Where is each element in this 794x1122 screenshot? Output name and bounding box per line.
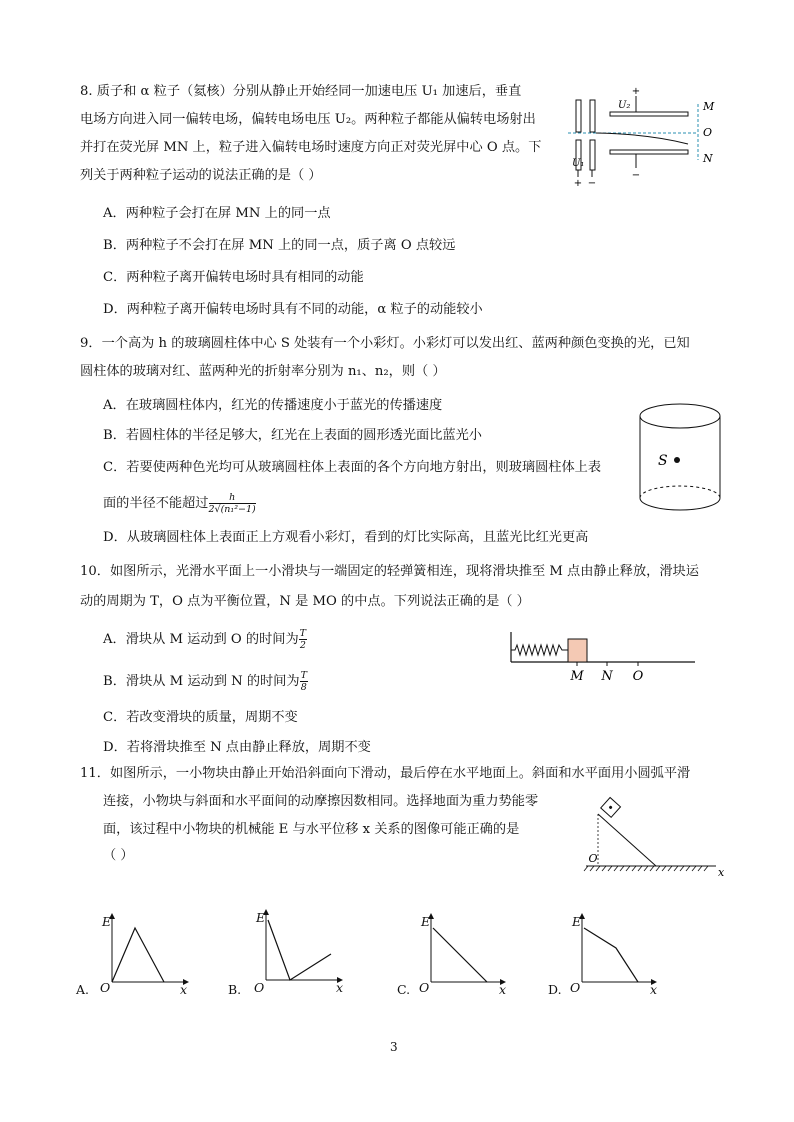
q11-graph-c: [395, 910, 520, 1002]
page-number: 3: [390, 1040, 398, 1054]
q10-option-c: C．若改变滑块的质量，周期不变: [103, 710, 298, 725]
q10-line2: 动的周期为 T，O 点为平衡位置，N 是 MO 的中点。下列说法正确的是（ ）: [80, 594, 530, 609]
q11-graph-a-o-label: O: [100, 980, 111, 995]
q10-b-denominator: 8: [300, 682, 307, 693]
q11-graph-a-x-label: x: [180, 982, 188, 997]
q10-b-fraction: [300, 670, 308, 693]
q11-graph-d: [546, 910, 671, 1002]
q9-option-c-text: 面的半径不能超过: [103, 496, 209, 511]
q10-a-denominator: 2: [299, 640, 306, 651]
q8-u1-plus: +: [573, 178, 583, 189]
q10-option-a-text: A．滑块从 M 运动到 O 的时间为: [103, 632, 299, 647]
q10-a-numerator: T: [299, 628, 307, 639]
q8-line3: 并打在荧光屏 MN 上，粒子进入偏转电场时速度方向正对荧光屏中心 O 点。下: [80, 140, 542, 155]
q11-graph-b-option: B.: [228, 982, 242, 997]
q11-fig-label-o: O: [588, 852, 598, 865]
q9-option-b: B．若圆柱体的半径足够大，红光在上表面的圆形透光面比蓝光小: [103, 428, 482, 443]
q10-b-numerator: T: [300, 670, 307, 681]
q11-graph-c-option: C.: [397, 982, 411, 997]
q11-graph-c-x-label: x: [499, 982, 507, 997]
q8-option-a: A．两种粒子会打在屏 MN 上的同一点: [103, 206, 331, 221]
q11-graph-a: [74, 910, 204, 1002]
q9-cylinder-figure: [630, 398, 730, 523]
q11-line2: 连接，小物块与斜面和水平面间的动摩擦因数相同。选择地面为重力势能零: [103, 794, 539, 809]
q8-label-o: O: [703, 126, 713, 139]
q10-label-o: O: [632, 669, 644, 684]
q8-u1-label: U₁: [572, 158, 585, 169]
q11-graph-b-e-label: E: [256, 910, 266, 925]
q11-line1: 11．如图所示，一小物块由静止开始沿斜面向下滑动，最后停在水平地面上。斜面和水平面用小圆弧平滑: [80, 766, 691, 781]
q11-graph-d-option: D.: [548, 982, 562, 997]
q8-label-m: M: [703, 100, 715, 113]
q10-label-m: M: [570, 669, 584, 684]
q11-graph-d-e-label: E: [572, 914, 582, 929]
q9-option-c-line2: [103, 492, 256, 515]
q10-option-a: [103, 628, 307, 651]
q10-option-b-text: B．滑块从 M 运动到 N 的时间为: [103, 674, 300, 689]
q11-graph-c-e-label: E: [421, 914, 431, 929]
q10-spring-figure: [505, 628, 705, 688]
q9-radius-fraction: [209, 492, 256, 515]
q11-fig-label-x: x: [718, 866, 725, 879]
q11-graph-d-o-label: O: [570, 980, 581, 995]
q11-graph-a-e-label: E: [102, 914, 112, 929]
q10-label-n: N: [601, 669, 613, 684]
q10-a-fraction: [299, 628, 307, 651]
q8-u2-minus: −: [631, 170, 641, 181]
q8-deflection-figure: [560, 82, 730, 192]
q8-line1: 8. 质子和 α 粒子（氦核）分别从静止开始经同一加速电压 U₁ 加速后，垂直: [80, 84, 522, 99]
q9-line1: 9．一个高为 h 的玻璃圆柱体中心 S 处装有一个小彩灯。小彩灯可以发出红、蓝两种颜色变换的光，已知: [80, 336, 690, 351]
q9-label-s: S: [658, 453, 668, 469]
q9-line2: 圆柱体的玻璃对红、蓝两种光的折射率分别为 n₁、n₂，则（ ）: [80, 364, 446, 379]
q11-line3: 面，该过程中小物块的机械能 E 与水平位移 x 关系的图像可能正确的是: [103, 822, 520, 837]
q8-option-b: B．两种粒子不会打在屏 MN 上的同一点，质子离 O 点较远: [103, 238, 456, 253]
q11-line4: （ ）: [103, 848, 134, 863]
q8-option-c: C．两种粒子离开偏转电场时具有相同的动能: [103, 270, 364, 285]
q8-option-d: D．两种粒子离开偏转电场时具有不同的动能，α 粒子的动能较小: [103, 302, 483, 317]
q9-option-a: A．在玻璃圆柱体内，红光的传播速度小于蓝光的传播速度: [103, 398, 443, 413]
q11-graph-b: [226, 906, 356, 1002]
q9-option-d: D．从玻璃圆柱体上表面正上方观看小彩灯，看到的灯比实际高，且蓝光比红光更高: [103, 530, 589, 545]
q11-graph-d-x-label: x: [650, 982, 658, 997]
q10-line1: 10．如图所示，光滑水平面上一小滑块与一端固定的轻弹簧相连，现将滑块推至 M 点由静止释放，滑块运: [80, 564, 699, 579]
q8-line2: 电场方向进入同一偏转电场，偏转电场电压 U₂。两种粒子都能从偏转电场射出: [80, 112, 536, 127]
q11-incline-figure: [578, 796, 728, 880]
q8-u1-minus: −: [587, 178, 597, 189]
q11-graph-b-x-label: x: [336, 980, 344, 995]
q11-graph-a-option: A.: [76, 982, 90, 997]
q10-option-b: [103, 670, 308, 693]
q9-frac-numerator: h: [209, 492, 256, 504]
q9-frac-denominator: 2√(n₁²−1): [208, 504, 256, 515]
q8-line4: 列关于两种粒子运动的说法正确的是（ ）: [80, 168, 322, 183]
q11-graph-b-o-label: O: [254, 980, 265, 995]
q9-option-c-line1: C．若要使两种色光均可从玻璃圆柱体上表面的各个方向地方射出，则玻璃圆柱体上表: [103, 460, 602, 475]
q8-u2-plus: +: [631, 86, 641, 97]
q10-option-d: D．若将滑块推至 N 点由静止释放，周期不变: [103, 740, 371, 755]
q11-graph-c-o-label: O: [419, 980, 430, 995]
q8-label-n: N: [703, 152, 713, 165]
q8-u2-label: U₂: [618, 100, 631, 111]
